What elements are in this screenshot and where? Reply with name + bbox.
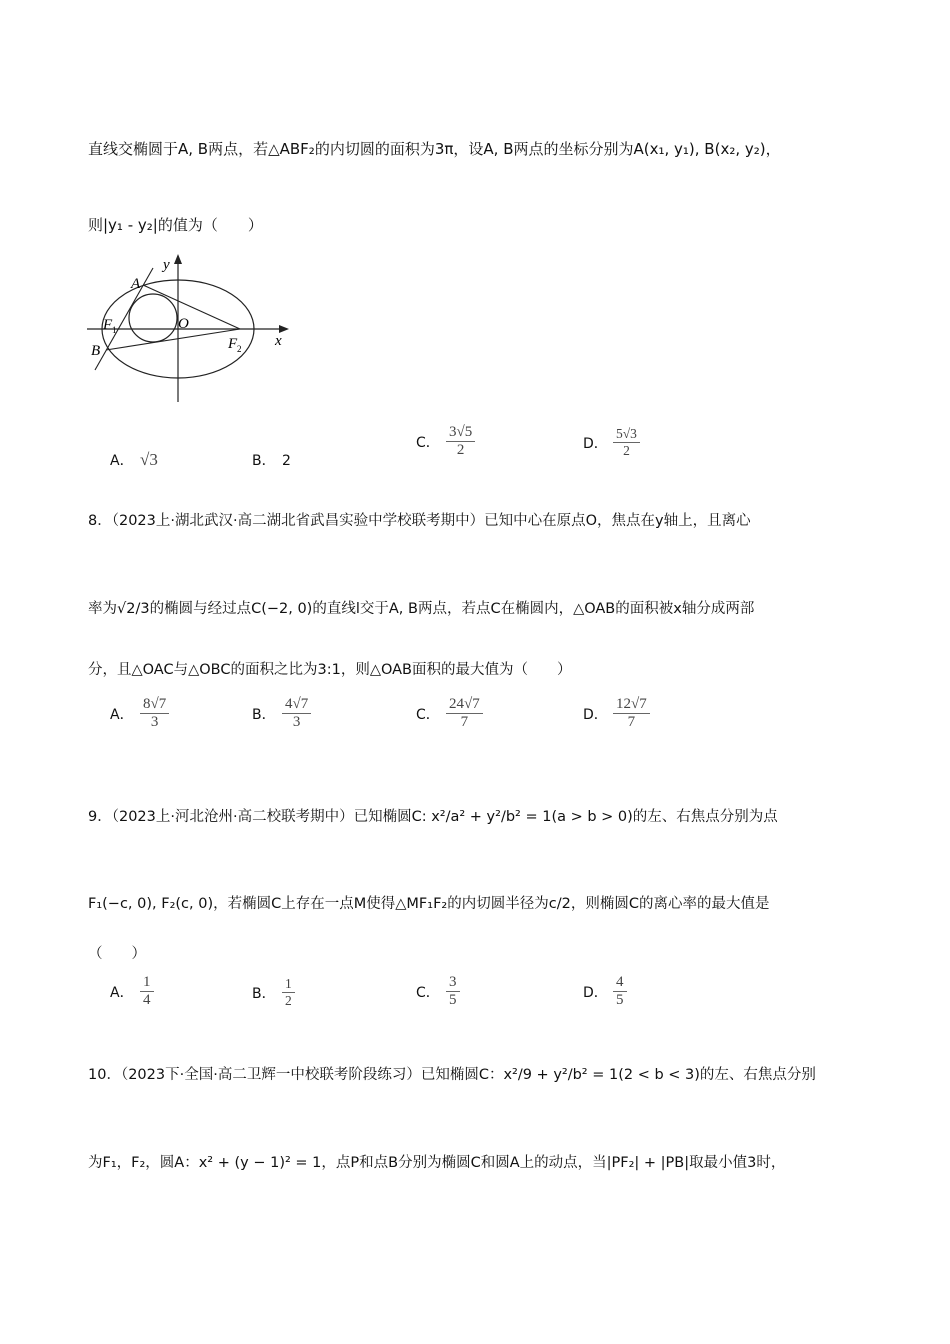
label-y: y (163, 257, 170, 273)
p7-line-1-text: 直线交椭圆于A, B两点，若△ABF₂的内切圆的面积为3π，设A, B两点的坐标分别为A(x₁, y₁), B(x₂, y₂)， (88, 140, 781, 158)
p8-option-d-letter: D． (583, 706, 608, 723)
p9-option-a-fraction (140, 974, 154, 1009)
p8-option-a-letter: A． (110, 706, 134, 723)
p8-option-a[interactable] (110, 696, 169, 731)
p9-option-c-fraction (446, 974, 460, 1009)
label-b: B (91, 343, 101, 359)
incircle (129, 294, 177, 342)
p7-option-c-letter: C． (416, 434, 440, 451)
p7-line-2-text: 则|y₁ - y₂|的值为（ ） (88, 216, 263, 234)
p9-option-d-fraction (613, 974, 627, 1009)
p9-option-a-letter: A． (110, 984, 134, 1001)
p8-line-1-text: 8．（2023上·湖北武汉·高二湖北省武昌实验中学校联考期中）已知中心在原点O，焦点在y轴上，且离心 (88, 513, 751, 529)
p9-option-b-num: 1 (282, 976, 295, 993)
p9-line-1 (88, 805, 778, 826)
p9-option-c[interactable] (416, 974, 460, 1009)
p7-option-b-letter: B． (252, 453, 276, 469)
p9-option-b-den: 2 (285, 993, 292, 1008)
p8-option-c-letter: C． (416, 706, 440, 723)
p8-line-3 (88, 658, 572, 679)
p8-line-2 (88, 597, 754, 618)
p8-option-b[interactable] (252, 696, 311, 731)
p8-option-b-num: 4√7 (282, 696, 311, 714)
p8-line-2-text: 率为√2/3的椭圆与经过点C(−2, 0)的直线l交于A, B两点，若点C在椭圆内，△OAB的面积被x轴分成两部 (88, 601, 755, 617)
p7-option-d-fraction (613, 426, 640, 459)
y-axis-arrow (174, 254, 182, 264)
p10-line-2-text: 为F₁，F₂，圆A：x² + (y − 1)² = 1，点P和点B分别为椭圆C和圆A上的动点，当|PF₂| + |PB|取最小值3时， (88, 1155, 786, 1171)
x-axis-arrow (279, 325, 289, 333)
p9-option-c-letter: C． (416, 984, 440, 1001)
p8-option-b-den: 3 (292, 714, 301, 730)
p8-option-d-num: 12√7 (613, 696, 650, 714)
p9-option-c-num: 3 (446, 974, 460, 992)
p8-option-b-fraction (282, 696, 311, 731)
label-f1: F (103, 317, 113, 333)
p8-option-c-den: 7 (460, 714, 469, 730)
p9-option-a-num: 1 (140, 974, 154, 992)
p7-option-a-value: √3 (140, 450, 158, 469)
p7-option-a[interactable] (110, 450, 158, 470)
label-a: A (131, 276, 141, 292)
p7-line-2 (88, 214, 263, 235)
p8-option-d[interactable] (583, 696, 650, 731)
p9-option-d-num: 4 (613, 974, 627, 992)
p7-option-b-value: 2 (282, 453, 291, 469)
p8-line-1 (88, 509, 751, 530)
p8-option-a-num: 8√7 (140, 696, 169, 714)
p9-option-d[interactable] (583, 974, 627, 1009)
p9-line-2 (88, 892, 769, 913)
p8-option-a-fraction (140, 696, 169, 731)
p9-option-d-letter: D． (583, 984, 608, 1001)
p9-option-b-letter: B． (252, 985, 276, 1002)
p7-line-1 (88, 138, 781, 159)
p9-line-1-text: 9．（2023上·河北沧州·高二校联考期中）已知椭圆C: x²/a² + y²/b² = 1(a > b > 0)的左、右焦点分别为点 (88, 809, 778, 825)
p7-option-c-fraction (446, 424, 475, 459)
p8-option-a-den: 3 (150, 714, 159, 730)
p9-option-a[interactable] (110, 974, 154, 1009)
label-f2-sub: 2 (237, 344, 242, 354)
p9-line-3-text: （ ） (88, 946, 146, 962)
p7-option-a-letter: A． (110, 453, 134, 469)
p7-option-d-letter: D． (583, 435, 608, 452)
label-f1-sub: 1 (112, 325, 117, 335)
p9-option-b[interactable] (252, 976, 295, 1009)
p8-option-c-fraction (446, 696, 483, 731)
p9-line-3 (88, 942, 146, 963)
p9-option-a-den: 4 (143, 992, 151, 1008)
p7-option-d-num: 5√3 (613, 426, 640, 443)
p8-option-d-den: 7 (627, 714, 636, 730)
p10-line-1-text: 10．（2023下·全国·高二卫辉一中校联考阶段练习）已知椭圆C：x²/9 + y²/b² = 1(2 < b < 3)的左、右焦点分别 (88, 1067, 816, 1083)
p10-line-2 (88, 1151, 785, 1172)
p7-option-b[interactable] (252, 450, 291, 470)
p7-option-d[interactable] (583, 426, 640, 459)
p9-line-2-text: F₁(−c, 0), F₂(c, 0)，若椭圆C上存在一点M使得△MF₁F₂的内切圆半径为c/2，则椭圆C的离心率的最大值是 (88, 896, 770, 912)
p8-option-c-num: 24√7 (446, 696, 483, 714)
label-x: x (275, 333, 282, 349)
p10-line-1 (88, 1063, 816, 1084)
side-af2 (143, 285, 240, 329)
label-o: O (178, 316, 189, 332)
p7-option-c-den: 2 (456, 442, 465, 458)
p9-option-b-fraction (282, 976, 295, 1009)
p7-option-c[interactable] (416, 424, 475, 459)
p9-option-c-den: 5 (449, 992, 457, 1008)
p7-option-d-den: 2 (623, 443, 630, 458)
p8-line-3-text: 分，且△OAC与△OBC的面积之比为3:1，则△OAB面积的最大值为（ ） (88, 662, 572, 678)
p8-option-d-fraction (613, 696, 650, 731)
ellipse-figure (85, 252, 295, 407)
p9-option-d-den: 5 (616, 992, 624, 1008)
p7-option-c-num: 3√5 (446, 424, 475, 442)
p8-option-b-letter: B． (252, 706, 276, 723)
label-f2: F (228, 336, 238, 352)
p8-option-c[interactable] (416, 696, 483, 731)
